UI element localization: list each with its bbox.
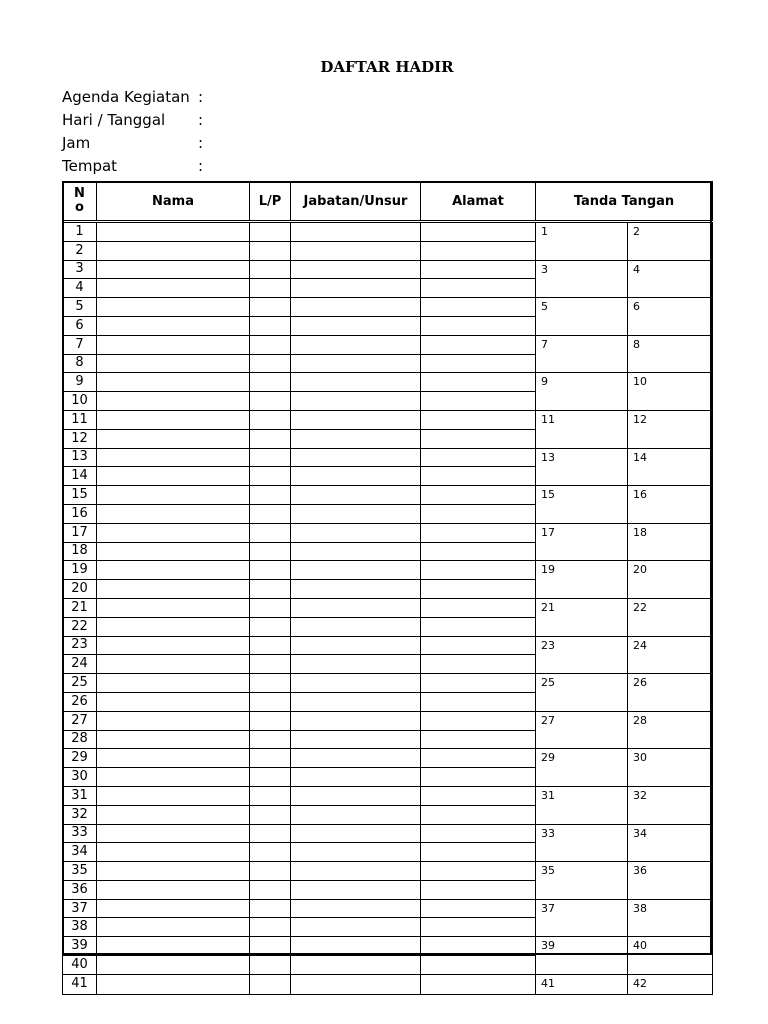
- table-row: [63, 824, 713, 843]
- field-label: Tempat: [62, 157, 118, 175]
- cell-nama[interactable]: [97, 448, 250, 467]
- cell-alamat[interactable]: [421, 316, 536, 335]
- header-jabatan: Jabatan/Unsur: [291, 182, 421, 222]
- signature-cell-right[interactable]: 38: [628, 899, 713, 937]
- signature-cell-left[interactable]: 21: [536, 598, 628, 636]
- cell-jabatan[interactable]: [291, 410, 421, 429]
- table-row: [63, 862, 713, 881]
- cell-jabatan[interactable]: [291, 956, 421, 975]
- row-number: 20: [63, 580, 97, 599]
- cell-lp[interactable]: [250, 692, 291, 711]
- cell-alamat[interactable]: [421, 617, 536, 636]
- table-row: [63, 298, 713, 317]
- cell-alamat[interactable]: [421, 692, 536, 711]
- cell-alamat[interactable]: [421, 899, 536, 918]
- cell-nama[interactable]: [97, 974, 250, 994]
- cell-jabatan[interactable]: [291, 523, 421, 542]
- cell-jabatan[interactable]: [291, 279, 421, 298]
- cell-nama[interactable]: [97, 730, 250, 749]
- row-number: 37: [63, 899, 97, 918]
- signature-cell-left[interactable]: 11: [536, 410, 628, 448]
- signature-cell-right[interactable]: 26: [628, 674, 713, 712]
- table-row: [63, 674, 713, 693]
- cell-lp[interactable]: [250, 674, 291, 693]
- signature-cell-left[interactable]: 23: [536, 636, 628, 674]
- row-number: 11: [63, 410, 97, 429]
- cell-nama[interactable]: [97, 899, 250, 918]
- cell-jabatan[interactable]: [291, 937, 421, 956]
- field-separator: :: [198, 111, 204, 129]
- table-row: [63, 410, 713, 429]
- row-number: 3: [63, 260, 97, 279]
- signature-cell-left[interactable]: 29: [536, 749, 628, 787]
- row-number: 22: [63, 617, 97, 636]
- cell-nama[interactable]: [97, 843, 250, 862]
- table-row: [63, 561, 713, 580]
- cell-nama[interactable]: [97, 392, 250, 411]
- cell-nama[interactable]: [97, 674, 250, 693]
- cell-lp[interactable]: [250, 937, 291, 956]
- cell-nama[interactable]: [97, 354, 250, 373]
- cell-nama[interactable]: [97, 542, 250, 561]
- row-number: 19: [63, 561, 97, 580]
- cell-alamat[interactable]: [421, 561, 536, 580]
- cell-nama[interactable]: [97, 523, 250, 542]
- cell-lp[interactable]: [250, 504, 291, 523]
- row-number: 15: [63, 486, 97, 505]
- cell-alamat[interactable]: [421, 655, 536, 674]
- header-tanda-tangan: Tanda Tangan: [536, 182, 713, 222]
- cell-jabatan[interactable]: [291, 674, 421, 693]
- cell-alamat[interactable]: [421, 580, 536, 599]
- cell-lp[interactable]: [250, 730, 291, 749]
- cell-alamat[interactable]: [421, 448, 536, 467]
- cell-jabatan[interactable]: [291, 824, 421, 843]
- cell-nama[interactable]: [97, 335, 250, 354]
- cell-lp[interactable]: [250, 974, 291, 994]
- cell-lp[interactable]: [250, 222, 291, 242]
- cell-jabatan[interactable]: [291, 655, 421, 674]
- signature-cell-left[interactable]: 39: [536, 937, 628, 975]
- signature-cell-right[interactable]: 16: [628, 486, 713, 524]
- field-separator: :: [198, 157, 204, 175]
- table-row: [63, 335, 713, 354]
- signature-cell-left[interactable]: 7: [536, 335, 628, 373]
- cell-lp[interactable]: [250, 410, 291, 429]
- field-separator: :: [198, 88, 204, 106]
- cell-alamat[interactable]: [421, 222, 536, 242]
- cell-jabatan[interactable]: [291, 467, 421, 486]
- table-row: [63, 260, 713, 279]
- cell-lp[interactable]: [250, 655, 291, 674]
- cell-lp[interactable]: [250, 448, 291, 467]
- row-number: 30: [63, 768, 97, 787]
- cell-lp[interactable]: [250, 467, 291, 486]
- cell-jabatan[interactable]: [291, 598, 421, 617]
- signature-cell-left[interactable]: 25: [536, 674, 628, 712]
- cell-jabatan[interactable]: [291, 918, 421, 937]
- cell-lp[interactable]: [250, 373, 291, 392]
- signature-cell-right[interactable]: 32: [628, 786, 713, 824]
- cell-alamat[interactable]: [421, 373, 536, 392]
- cell-jabatan[interactable]: [291, 298, 421, 317]
- row-number: 18: [63, 542, 97, 561]
- row-number: 10: [63, 392, 97, 411]
- cell-lp[interactable]: [250, 786, 291, 805]
- cell-nama[interactable]: [97, 429, 250, 448]
- cell-lp[interactable]: [250, 260, 291, 279]
- cell-alamat[interactable]: [421, 598, 536, 617]
- cell-nama[interactable]: [97, 298, 250, 317]
- cell-jabatan[interactable]: [291, 335, 421, 354]
- cell-jabatan[interactable]: [291, 974, 421, 994]
- cell-lp[interactable]: [250, 805, 291, 824]
- cell-jabatan[interactable]: [291, 504, 421, 523]
- cell-nama[interactable]: [97, 711, 250, 730]
- table-row: [63, 974, 713, 994]
- header-alamat: Alamat: [421, 182, 536, 222]
- cell-nama[interactable]: [97, 467, 250, 486]
- cell-nama[interactable]: [97, 918, 250, 937]
- cell-alamat[interactable]: [421, 542, 536, 561]
- cell-lp[interactable]: [250, 523, 291, 542]
- cell-alamat[interactable]: [421, 335, 536, 354]
- cell-lp[interactable]: [250, 316, 291, 335]
- signature-cell-left[interactable]: 19: [536, 561, 628, 599]
- field-label: Jam: [62, 134, 91, 152]
- table-row: [63, 711, 713, 730]
- signature-cell-left[interactable]: 31: [536, 786, 628, 824]
- cell-jabatan[interactable]: [291, 711, 421, 730]
- cell-nama[interactable]: [97, 786, 250, 805]
- cell-alamat[interactable]: [421, 410, 536, 429]
- cell-nama[interactable]: [97, 486, 250, 505]
- cell-lp[interactable]: [250, 241, 291, 260]
- signature-cell-left[interactable]: 13: [536, 448, 628, 486]
- row-number: 24: [63, 655, 97, 674]
- signature-cell-right[interactable]: 24: [628, 636, 713, 674]
- cell-alamat[interactable]: [421, 768, 536, 787]
- cell-nama[interactable]: [97, 880, 250, 899]
- row-number: 27: [63, 711, 97, 730]
- cell-nama[interactable]: [97, 260, 250, 279]
- cell-alamat[interactable]: [421, 467, 536, 486]
- cell-jabatan[interactable]: [291, 730, 421, 749]
- cell-alamat[interactable]: [421, 504, 536, 523]
- cell-jabatan[interactable]: [291, 880, 421, 899]
- cell-jabatan[interactable]: [291, 843, 421, 862]
- signature-cell-right[interactable]: 28: [628, 711, 713, 749]
- signature-cell-right[interactable]: 30: [628, 749, 713, 787]
- cell-lp[interactable]: [250, 617, 291, 636]
- row-number: 7: [63, 335, 97, 354]
- cell-jabatan[interactable]: [291, 768, 421, 787]
- cell-nama[interactable]: [97, 580, 250, 599]
- cell-lp[interactable]: [250, 580, 291, 599]
- cell-lp[interactable]: [250, 824, 291, 843]
- signature-cell-left[interactable]: 17: [536, 523, 628, 561]
- cell-lp[interactable]: [250, 880, 291, 899]
- cell-lp[interactable]: [250, 598, 291, 617]
- cell-jabatan[interactable]: [291, 749, 421, 768]
- cell-jabatan[interactable]: [291, 561, 421, 580]
- signature-cell-left[interactable]: 27: [536, 711, 628, 749]
- cell-alamat[interactable]: [421, 730, 536, 749]
- row-number: 28: [63, 730, 97, 749]
- field-place: [62, 157, 203, 175]
- signature-cell-left[interactable]: 35: [536, 862, 628, 900]
- row-number: 25: [63, 674, 97, 693]
- cell-alamat[interactable]: [421, 523, 536, 542]
- cell-lp[interactable]: [250, 862, 291, 881]
- row-number: 23: [63, 636, 97, 655]
- table-row: [63, 636, 713, 655]
- row-number: 41: [63, 974, 97, 994]
- field-agenda: [62, 88, 203, 106]
- table-row: [63, 937, 713, 956]
- signature-cell-right[interactable]: 6: [628, 298, 713, 336]
- row-number: 38: [63, 918, 97, 937]
- cell-lp[interactable]: [250, 768, 291, 787]
- cell-lp[interactable]: [250, 843, 291, 862]
- row-number: 26: [63, 692, 97, 711]
- cell-lp[interactable]: [250, 918, 291, 937]
- signature-cell-right[interactable]: 18: [628, 523, 713, 561]
- cell-lp[interactable]: [250, 561, 291, 580]
- cell-jabatan[interactable]: [291, 429, 421, 448]
- table-row: [63, 786, 713, 805]
- signature-cell-right[interactable]: 36: [628, 862, 713, 900]
- cell-lp[interactable]: [250, 354, 291, 373]
- header-lp: L/P: [250, 182, 291, 222]
- signature-cell-right[interactable]: 4: [628, 260, 713, 298]
- cell-lp[interactable]: [250, 298, 291, 317]
- cell-alamat[interactable]: [421, 956, 536, 975]
- cell-nama[interactable]: [97, 956, 250, 975]
- signature-cell-left[interactable]: 1: [536, 222, 628, 261]
- cell-lp[interactable]: [250, 335, 291, 354]
- row-number: 1: [63, 222, 97, 242]
- field-separator: :: [198, 134, 204, 152]
- row-number: 35: [63, 862, 97, 881]
- cell-nama[interactable]: [97, 862, 250, 881]
- cell-lp[interactable]: [250, 899, 291, 918]
- cell-nama[interactable]: [97, 636, 250, 655]
- signature-cell-right[interactable]: 2: [628, 222, 713, 261]
- signature-cell-right[interactable]: 42: [628, 974, 713, 994]
- cell-alamat[interactable]: [421, 824, 536, 843]
- cell-nama[interactable]: [97, 598, 250, 617]
- cell-jabatan[interactable]: [291, 241, 421, 260]
- row-number: 33: [63, 824, 97, 843]
- cell-alamat[interactable]: [421, 974, 536, 994]
- signature-cell-right[interactable]: 20: [628, 561, 713, 599]
- signature-cell-right[interactable]: 12: [628, 410, 713, 448]
- cell-alamat[interactable]: [421, 298, 536, 317]
- signature-cell-right[interactable]: 10: [628, 373, 713, 411]
- cell-jabatan[interactable]: [291, 222, 421, 242]
- signature-cell-right[interactable]: 14: [628, 448, 713, 486]
- cell-nama[interactable]: [97, 222, 250, 242]
- cell-lp[interactable]: [250, 542, 291, 561]
- field-label: Hari / Tanggal: [62, 111, 166, 129]
- cell-jabatan[interactable]: [291, 448, 421, 467]
- cell-nama[interactable]: [97, 768, 250, 787]
- header-no: No: [63, 182, 97, 222]
- signature-cell-left[interactable]: 5: [536, 298, 628, 336]
- cell-nama[interactable]: [97, 504, 250, 523]
- row-number: 39: [63, 937, 97, 956]
- cell-nama[interactable]: [97, 316, 250, 335]
- row-number: 17: [63, 523, 97, 542]
- table-row: [63, 222, 713, 242]
- cell-lp[interactable]: [250, 486, 291, 505]
- cell-nama[interactable]: [97, 805, 250, 824]
- cell-jabatan[interactable]: [291, 786, 421, 805]
- signature-cell-right[interactable]: 34: [628, 824, 713, 862]
- cell-jabatan[interactable]: [291, 805, 421, 824]
- cell-alamat[interactable]: [421, 862, 536, 881]
- row-number: 5: [63, 298, 97, 317]
- cell-nama[interactable]: [97, 561, 250, 580]
- table-header-row: [63, 182, 713, 222]
- row-number: 2: [63, 241, 97, 260]
- cell-nama[interactable]: [97, 655, 250, 674]
- row-number: 4: [63, 279, 97, 298]
- cell-jabatan[interactable]: [291, 899, 421, 918]
- cell-jabatan[interactable]: [291, 316, 421, 335]
- cell-lp[interactable]: [250, 636, 291, 655]
- table-row: [63, 749, 713, 768]
- signature-cell-left[interactable]: 3: [536, 260, 628, 298]
- cell-jabatan[interactable]: [291, 260, 421, 279]
- cell-alamat[interactable]: [421, 805, 536, 824]
- cell-alamat[interactable]: [421, 241, 536, 260]
- table-row: [63, 598, 713, 617]
- attendance-table: [62, 181, 713, 995]
- cell-lp[interactable]: [250, 279, 291, 298]
- cell-jabatan[interactable]: [291, 392, 421, 411]
- table-row: [63, 448, 713, 467]
- cell-jabatan[interactable]: [291, 373, 421, 392]
- row-number: 14: [63, 467, 97, 486]
- table-row: [63, 373, 713, 392]
- field-time: [62, 134, 203, 152]
- row-number: 8: [63, 354, 97, 373]
- cell-alamat[interactable]: [421, 711, 536, 730]
- row-number: 9: [63, 373, 97, 392]
- cell-jabatan[interactable]: [291, 692, 421, 711]
- cell-alamat[interactable]: [421, 429, 536, 448]
- cell-alamat[interactable]: [421, 354, 536, 373]
- row-number: 21: [63, 598, 97, 617]
- cell-nama[interactable]: [97, 241, 250, 260]
- cell-alamat[interactable]: [421, 843, 536, 862]
- cell-alamat[interactable]: [421, 260, 536, 279]
- table-row: [63, 486, 713, 505]
- row-number: 31: [63, 786, 97, 805]
- cell-alamat[interactable]: [421, 749, 536, 768]
- cell-jabatan[interactable]: [291, 617, 421, 636]
- header-nama: Nama: [97, 182, 250, 222]
- row-number: 40: [63, 956, 97, 975]
- field-date: [62, 111, 203, 129]
- cell-alamat[interactable]: [421, 880, 536, 899]
- cell-lp[interactable]: [250, 956, 291, 975]
- cell-nama[interactable]: [97, 617, 250, 636]
- cell-jabatan[interactable]: [291, 862, 421, 881]
- table-row: [63, 523, 713, 542]
- cell-nama[interactable]: [97, 824, 250, 843]
- cell-alamat[interactable]: [421, 937, 536, 956]
- row-number: 16: [63, 504, 97, 523]
- cell-jabatan[interactable]: [291, 580, 421, 599]
- row-number: 29: [63, 749, 97, 768]
- row-number: 6: [63, 316, 97, 335]
- cell-lp[interactable]: [250, 711, 291, 730]
- signature-cell-left[interactable]: 37: [536, 899, 628, 937]
- cell-alamat[interactable]: [421, 279, 536, 298]
- cell-nama[interactable]: [97, 692, 250, 711]
- page-title: DAFTAR HADIR: [320, 58, 454, 76]
- row-number: 34: [63, 843, 97, 862]
- cell-nama[interactable]: [97, 937, 250, 956]
- row-number: 36: [63, 880, 97, 899]
- cell-jabatan[interactable]: [291, 636, 421, 655]
- signature-cell-left[interactable]: 33: [536, 824, 628, 862]
- row-number: 13: [63, 448, 97, 467]
- cell-jabatan[interactable]: [291, 354, 421, 373]
- cell-nama[interactable]: [97, 749, 250, 768]
- signature-cell-right[interactable]: 22: [628, 598, 713, 636]
- cell-lp[interactable]: [250, 429, 291, 448]
- signature-cell-right[interactable]: 40: [628, 937, 713, 975]
- signature-cell-left[interactable]: 15: [536, 486, 628, 524]
- cell-alamat[interactable]: [421, 786, 536, 805]
- row-number: 12: [63, 429, 97, 448]
- cell-alamat[interactable]: [421, 674, 536, 693]
- field-label: Agenda Kegiatan: [62, 88, 190, 106]
- signature-cell-left[interactable]: 41: [536, 974, 628, 994]
- cell-nama[interactable]: [97, 410, 250, 429]
- cell-lp[interactable]: [250, 392, 291, 411]
- cell-alamat[interactable]: [421, 392, 536, 411]
- signature-cell-right[interactable]: 8: [628, 335, 713, 373]
- row-number: 32: [63, 805, 97, 824]
- table-row: [63, 899, 713, 918]
- cell-alamat[interactable]: [421, 636, 536, 655]
- cell-jabatan[interactable]: [291, 542, 421, 561]
- cell-alamat[interactable]: [421, 486, 536, 505]
- signature-cell-left[interactable]: 9: [536, 373, 628, 411]
- cell-nama[interactable]: [97, 279, 250, 298]
- cell-alamat[interactable]: [421, 918, 536, 937]
- cell-nama[interactable]: [97, 373, 250, 392]
- cell-lp[interactable]: [250, 749, 291, 768]
- cell-jabatan[interactable]: [291, 486, 421, 505]
